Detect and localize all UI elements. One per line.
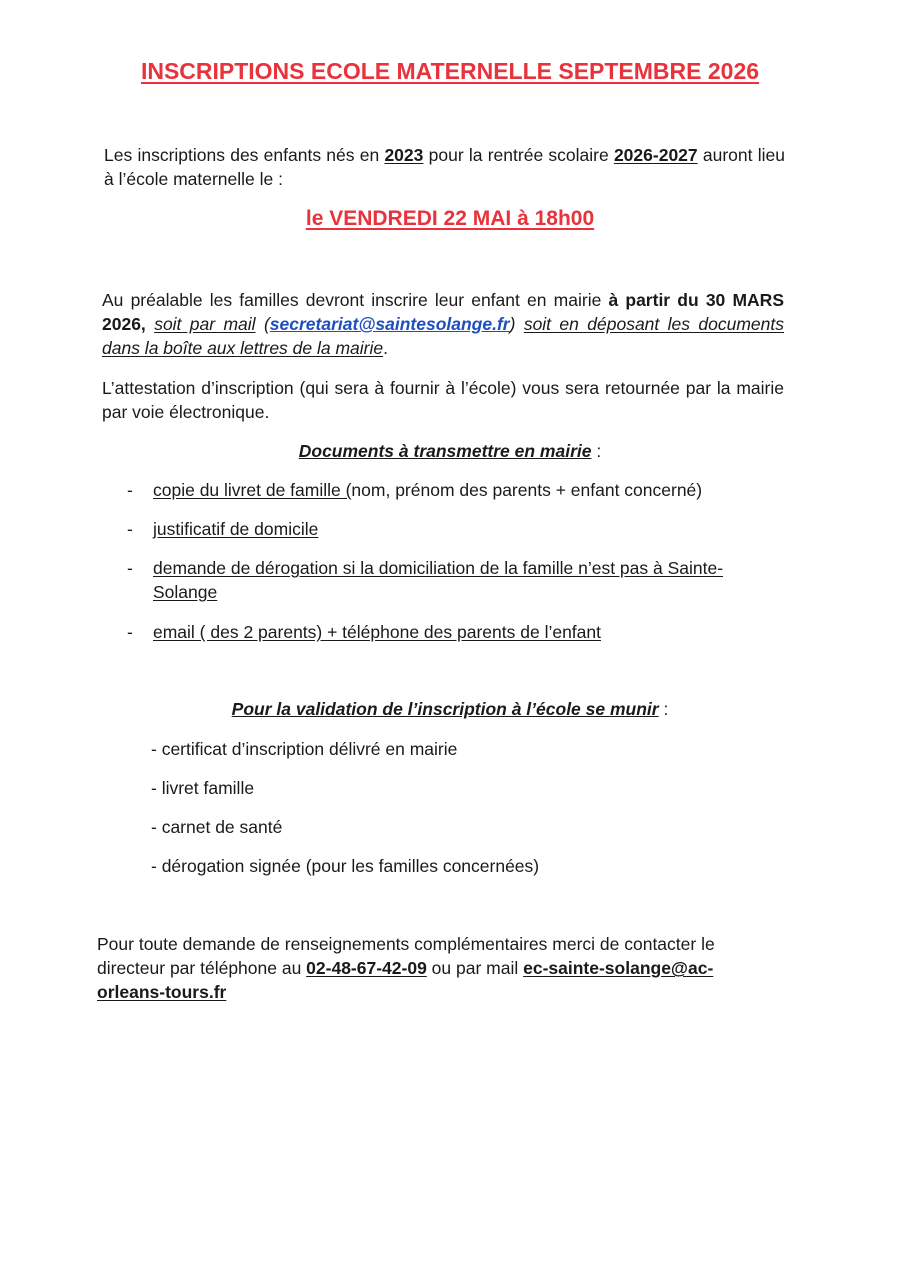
intro-paragraph xyxy=(104,143,785,191)
preregistration-paragraph xyxy=(102,288,784,360)
page-title: INSCRIPTIONS ECOLE MATERNELLE SEPTEMBRE 2026 xyxy=(140,58,760,84)
documents-heading-suffix: : xyxy=(591,441,602,461)
prereg-period: . xyxy=(383,338,389,358)
prereg-paren-close: ) xyxy=(509,314,524,334)
contact-text-1: Pour toute demande de renseignements complémentaires merci de contacter le directeur par téléphone au xyxy=(97,934,715,978)
list-item-dash: - xyxy=(127,622,133,642)
list-item: - carnet de santé xyxy=(151,817,283,837)
contact-paragraph xyxy=(97,932,757,1004)
list-item xyxy=(153,478,773,502)
list-item xyxy=(153,556,753,604)
prereg-start-date: à partir du 30 MARS 2026, xyxy=(102,290,784,334)
list-item-dash: - xyxy=(127,558,133,578)
list-item-underlined: justificatif de domicile xyxy=(153,519,319,539)
list-item-underlined: demande de dérogation si la domiciliation de la famille n’est pas à Sainte-Solange xyxy=(153,558,724,602)
attestation-paragraph: L’attestation d’inscription (qui sera à fournir à l’école) vous sera retournée par la mairie par voie électronique. xyxy=(102,378,784,422)
intro-text-2: pour la rentrée scolaire xyxy=(423,145,614,165)
intro-text-1: Les inscriptions des enfants nés en xyxy=(104,145,385,165)
list-item-rest: nom, prénom des parents + enfant concerné) xyxy=(351,480,703,500)
list-item-dash: - xyxy=(127,519,133,539)
prereg-deposit: soit en déposant les documents dans la boîte aux lettres de la mairie xyxy=(102,314,784,358)
validation-heading-label: Pour la validation de l’inscription à l’école se munir xyxy=(231,699,659,719)
list-item-dash: - xyxy=(127,480,133,500)
list-item: - dérogation signée (pour les familles concernées) xyxy=(151,856,540,876)
list-item xyxy=(153,517,773,541)
event-date: le VENDREDI 22 MAI à 18h00 xyxy=(305,207,595,230)
contact-text-2: ou par mail xyxy=(426,958,524,978)
prereg-by-mail: soit par mail xyxy=(154,314,256,334)
birth-year: 2023 xyxy=(384,145,424,165)
documents-heading xyxy=(0,439,900,463)
list-item: - livret famille xyxy=(151,778,255,798)
list-item-underlined: copie du livret de famille ( xyxy=(153,480,352,500)
validation-heading-suffix: : xyxy=(658,699,669,719)
school-year: 2026-2027 xyxy=(613,145,698,165)
list-item: - certificat d’inscription délivré en mairie xyxy=(151,739,458,759)
director-phone[interactable]: 02-48-67-42-09 xyxy=(306,958,427,978)
mairie-email-link[interactable]: secretariat@saintesolange.fr xyxy=(269,314,510,334)
intro-text-3: auront lieu à l’école maternelle le : xyxy=(104,145,785,189)
director-email-link[interactable]: ec-sainte-solange@ac-orleans-tours.fr xyxy=(97,958,714,1002)
list-item-underlined: email ( des 2 parents) + téléphone des parents de l’enfant xyxy=(153,622,601,642)
validation-heading xyxy=(0,697,900,721)
documents-heading-label: Documents à transmettre en mairie xyxy=(298,441,592,461)
prereg-text-1: Au préalable les familles devront inscrire leur enfant en mairie xyxy=(102,290,609,310)
prereg-paren-open: ( xyxy=(255,314,270,334)
list-item xyxy=(153,620,773,644)
prereg-space xyxy=(146,314,154,334)
